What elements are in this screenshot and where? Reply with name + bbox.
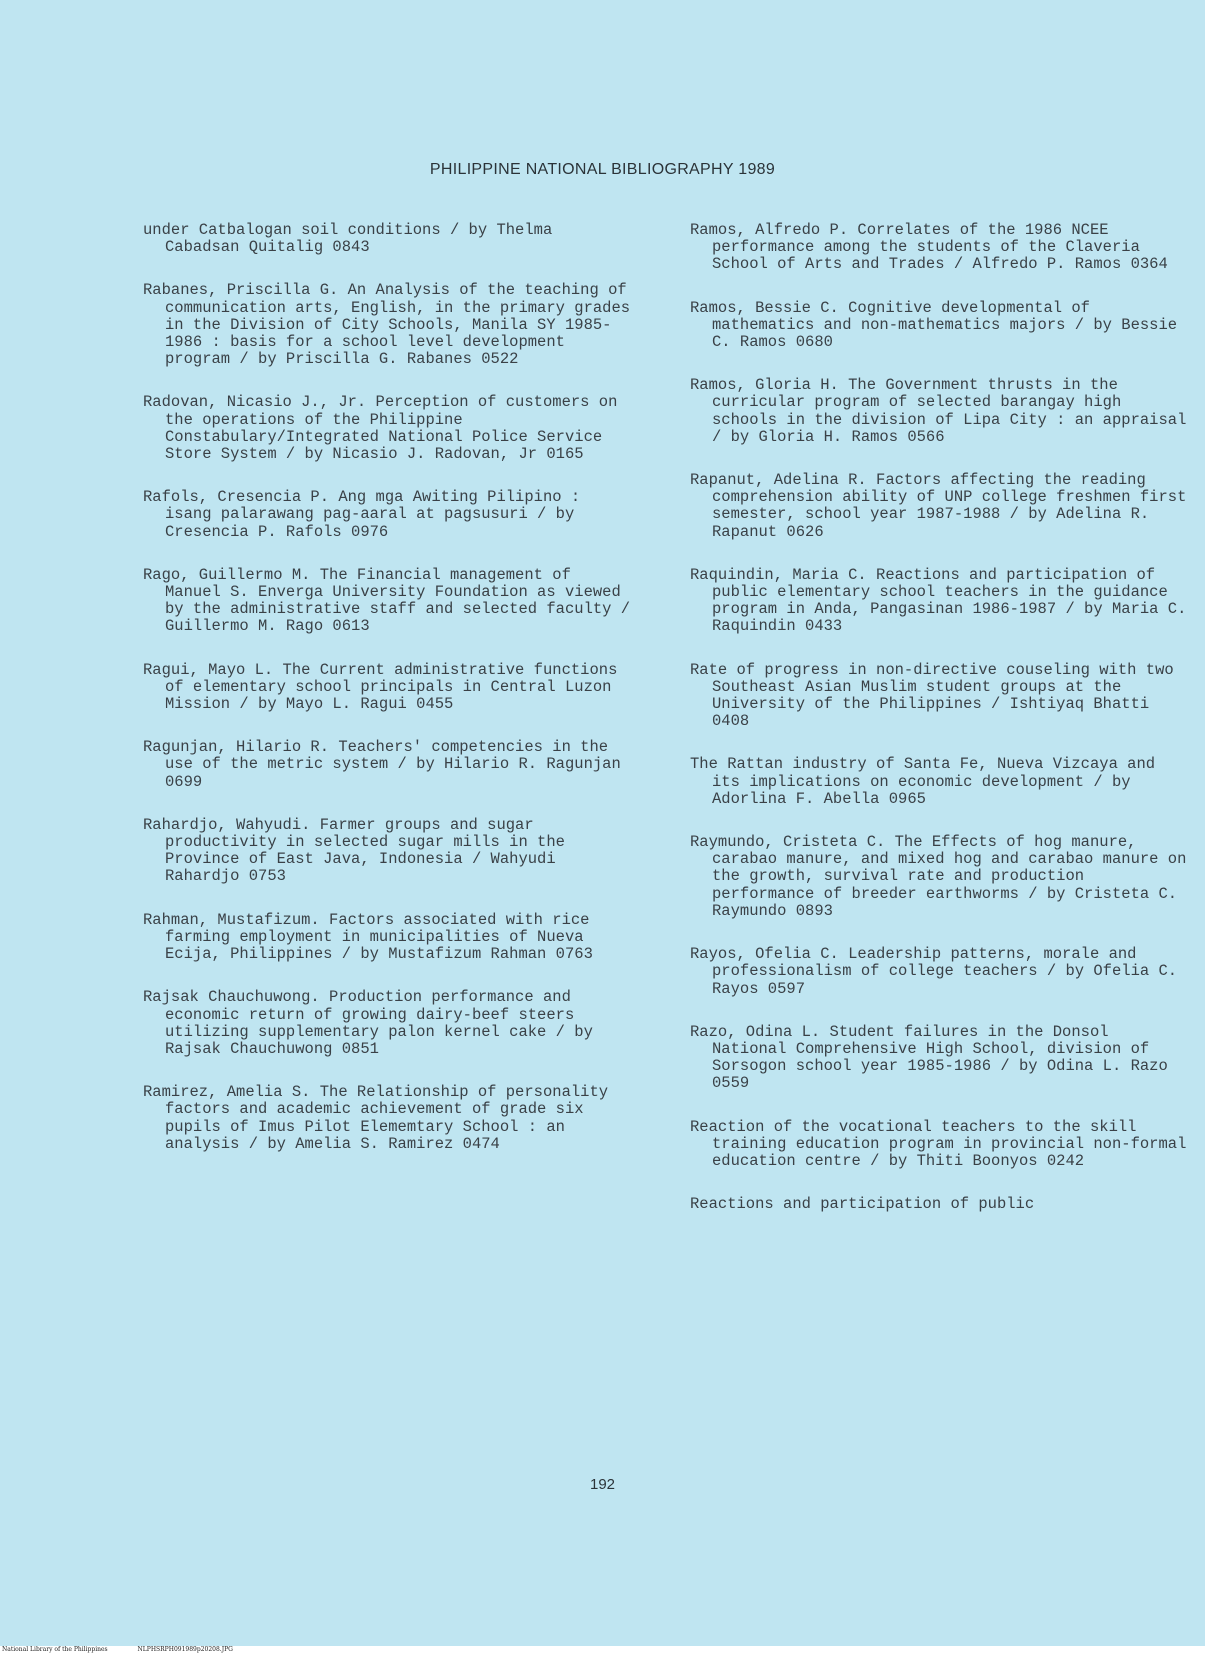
bibliography-entry: Ramos, Alfredo P. Correlates of the 1986 NCEE performance among the students of the Claveria School of Arts and Trades / Alfredo P. Ramos 0364 (690, 221, 1168, 274)
bibliography-entry: Ramos, Bessie C. Cognitive developmental of mathematics and non-mathematics majors / by Bessie C. Ramos 0680 (690, 298, 1178, 352)
bibliography-entry: Reaction of the vocational teachers to the skill training education program in provincial non-formal education centre / by Thiti Boonyos 0242 (690, 1117, 1187, 1170)
bibliography-entry: Rajsak Chauchuwong. Production performance and economic return of growing dairy-beef steers utilizing supplementary palon kernel cake / by Rajsak Chauchuwong 0851 (143, 988, 593, 1058)
footer-institution: National Library of the Philippines (2, 1646, 108, 1653)
bibliography-entry: The Rattan industry of Santa Fe, Nueva Vizcaya and its implications on economic development / by Adorlina F. Abella 0965 (690, 755, 1156, 808)
bibliography-entry: Ramirez, Amelia S. The Relationship of personality factors and academic achievement of grade six pupils of Imus Pilot Elememtary School : an analysis / by Amelia S. Ramirez 0474 (143, 1083, 609, 1153)
bibliography-entry: Rago, Guillermo M. The Financial management of Manuel S. Enverga University Foundation as viewed by the administrative staff and selected faculty / Guillermo M. Rago 0613 (143, 565, 631, 636)
bibliography-entry: Radovan, Nicasio J., Jr. Perception of customers on the operations of the Philippine Constabulary/Integrated National Police Service Store System / by Nicasio J. Radovan, Jr 0165 (143, 393, 618, 464)
page-number: 192 (589, 1476, 616, 1493)
bibliography-entry: Rayos, Ofelia C. Leadership patterns, morale and professionalism of college teachers / by Ofelia C. Rayos 0597 (690, 945, 1178, 998)
footer-file-id: NLPHSRPH091989p20208.JPG (137, 1646, 233, 1653)
bibliography-entry: Ragui, Mayo L. The Current administrative functions of elementary school principals in Central Luzon Mission / by Mayo L. Ragui 0455 (143, 660, 618, 714)
bibliography-entry: Razo, Odina L. Student failures in the Donsol National Comprehensive High School, division of Sorsogon school year 1985-1986 / by Odina L. Razo 0559 (690, 1022, 1168, 1093)
bibliography-entry: Rate of progress in non-directive couseling with two Southeast Asian Muslim student groups at the University of the Philippines / Ishtiyaq Bhatti 0408 (690, 660, 1174, 731)
bibliography-entry: Rabanes, Priscilla G. An Analysis of the teaching of communication arts, English, in the primary grades in the Division of City Schools, Manila SY 1985-1986 : basis for a school level development program / by Priscilla G. Rabanes 0522 (143, 281, 631, 369)
bibliography-entry: Raquindin, Maria C. Reactions and participation of public elementary school teachers in the guidance program in Anda, Pangasinan 1986-1987 / by Maria C. Raquindin 0433 (690, 565, 1187, 636)
bibliography-entry: Rahman, Mustafizum. Factors associated with rice farming employment in municipalities of Nueva Ecija, Philippines / by Mustafizum Rahman 0763 (143, 910, 593, 964)
bibliography-entry: Ragunjan, Hilario R. Teachers' competencies in the use of the metric system / by Hilario R. Ragunjan 0699 (143, 738, 621, 791)
bibliography-entry: Rafols, Cresencia P. Ang mga Awiting Pilipino : isang palarawang pag-aaral at pagsusuri / by Cresencia P. Rafols 0976 (143, 488, 581, 541)
page-title: PHILIPPINE NATIONAL BIBLIOGRAPHY 1989 (429, 161, 776, 178)
bibliography-entry: Reactions and participation of public (690, 1195, 1035, 1214)
bibliography-entry: Raymundo, Cristeta C. The Effects of hog manure, carabao manure, and mixed hog and carabao manure on the growth, survival rate and production performance of breeder earthworms / by Cristeta C. Raymundo 0893 (690, 833, 1187, 920)
scan-footer (0, 1646, 1205, 1658)
bibliography-entry: under Catbalogan soil conditions / by Thelma Cabadsan Quitalig 0843 (143, 221, 553, 257)
bibliography-entry: Ramos, Gloria H. The Government thrusts in the curricular program of selected barangay high schools in the division of Lipa City : an appraisal / by Gloria H. Ramos 0566 (690, 376, 1187, 446)
bibliography-entry: Rahardjo, Wahyudi. Farmer groups and sugar productivity in selected sugar mills in the Province of East Java, Indonesia / Wahyudi Rahardjo 0753 (143, 815, 565, 886)
right-column (690, 222, 1190, 1213)
left-column (143, 222, 633, 1153)
bibliography-entry: Rapanut, Adelina R. Factors affecting the reading comprehension ability of UNP college freshmen first semester, school year 1987-1988 / by Adelina R. Rapanut 0626 (690, 471, 1187, 541)
